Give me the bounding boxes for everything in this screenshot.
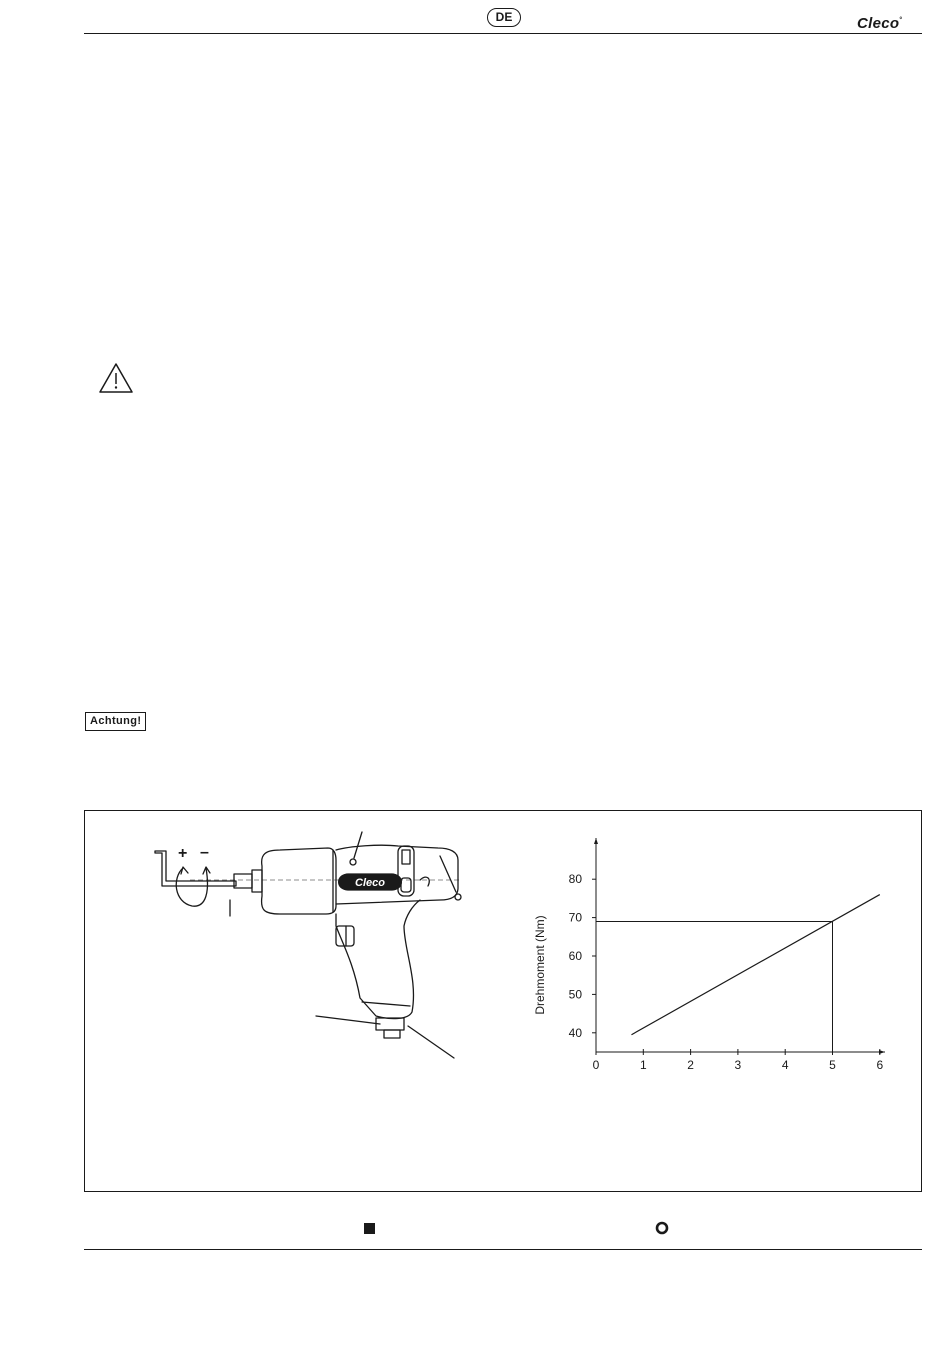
x-tick-label: 3 — [734, 1058, 742, 1072]
y-tick-label: 70 — [568, 910, 582, 925]
header-divider — [84, 33, 922, 34]
y-tick-label: 50 — [568, 987, 582, 1002]
torque-chart — [525, 828, 910, 1078]
ring-icon — [655, 1221, 669, 1235]
x-tick-label: 4 — [781, 1058, 789, 1072]
y-axis-label: Drehmoment (Nm) — [533, 915, 547, 1015]
hex-key-icon — [155, 851, 236, 886]
tool-brand-label: Cleco — [355, 877, 385, 889]
y-tick-label: 80 — [568, 872, 582, 887]
language-badge: DE — [487, 8, 521, 27]
plus-sign: + — [178, 845, 188, 862]
x-tick-label: 6 — [876, 1058, 884, 1072]
brand-logo: Cleco° — [857, 15, 903, 32]
y-tick-label: 40 — [568, 1025, 582, 1040]
caution-label: Achtung! — [85, 712, 146, 731]
x-tick-label: 1 — [639, 1058, 647, 1072]
footer-divider — [84, 1249, 922, 1250]
x-tick-label: 2 — [687, 1058, 694, 1072]
x-tick-label: 5 — [829, 1058, 836, 1072]
minus-sign: – — [200, 844, 209, 861]
y-tick-label: 60 — [568, 949, 582, 963]
warning-triangle-icon — [98, 362, 134, 394]
y-axis-arrow — [594, 838, 598, 844]
torque-series-line — [631, 895, 879, 1035]
x-tick-label: 0 — [592, 1058, 600, 1072]
filled-square-icon — [364, 1223, 375, 1234]
pneumatic-screwdriver-illustration — [150, 830, 470, 1070]
